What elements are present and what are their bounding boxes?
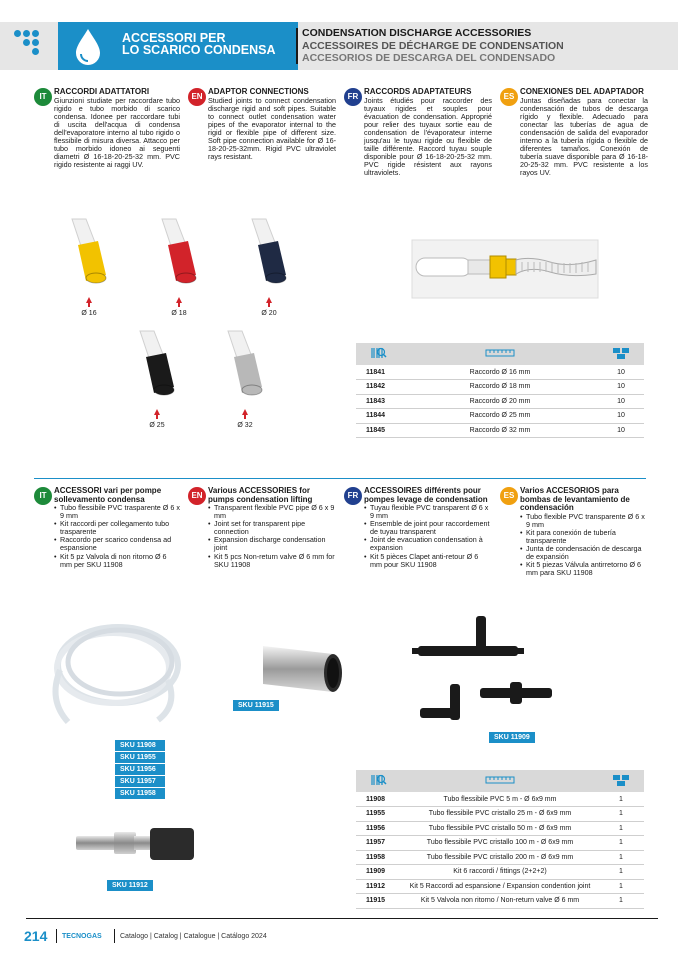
expansion-joint-image: [74, 820, 204, 870]
table-row: [356, 423, 644, 438]
table-row: [356, 409, 644, 424]
col-desc-header: [402, 343, 598, 365]
table-row: [356, 394, 644, 409]
footer-separator: [114, 929, 115, 943]
flag-it-badge: IT: [34, 487, 52, 505]
description-cell: Kit 6 raccordi / fittings (2+2+2): [402, 865, 598, 880]
sku-cell: 11844: [356, 409, 402, 424]
sku-cell: 11955: [356, 807, 402, 822]
quantity-cell: 10: [598, 380, 644, 395]
fitting-image: [152, 215, 212, 295]
table-row: [356, 894, 644, 909]
flag-en-badge: EN: [188, 487, 206, 505]
ruler-icon: [485, 775, 515, 785]
description-cell: Raccordo Ø 20 mm: [402, 394, 598, 409]
black-fittings-image: [410, 610, 560, 720]
feature-list: [208, 504, 336, 569]
quantity-cell: 1: [598, 792, 644, 807]
pointer-arrow-icon: [86, 297, 92, 303]
flag-it-badge: IT: [34, 88, 52, 106]
quantity-cell: 1: [598, 879, 644, 894]
quantity-cell: 10: [598, 409, 644, 424]
pointer-arrow-icon: [266, 297, 272, 303]
sku-cell: 11841: [356, 365, 402, 380]
footer-line: [26, 918, 658, 919]
table-row: [356, 365, 644, 380]
list-item: • Transparent flexible PVC pipe Ø 6 x 9 mm: [208, 504, 336, 520]
footer-brand: TECNOGAS: [62, 933, 102, 940]
fitting-diameter-label: Ø 25: [149, 422, 165, 429]
footer-separator: [56, 929, 57, 943]
lang-block-en: EN ADAPTOR CONNECTIONS Studied joints to connect condensation discharge rigid and soft pipes. Suitable to connect outlet condensation water pipes of the evaporator internal to the rigid or flexible pipe of different size. Soft pipe connection available for Ø 16-18-20-25-32mm. Rigid PVC ultraviolet rays resistant.: [188, 88, 336, 161]
fitting-image: [130, 327, 190, 407]
sku-cell: 11845: [356, 423, 402, 438]
quantity-cell: 1: [598, 836, 644, 851]
barcode-search-icon: [370, 773, 388, 787]
sku-cell: 11958: [356, 850, 402, 865]
lang-block2-fr: FR ACCESSOIRES différents pour pompes levage de condensation • Tuyau flexible PVC transparent Ø 6 x 9 mm • Ensemble de joint pour raccordement de tuyau transparent • Joint de evacuation condensation à expansion • Kit 5 pièces Clapet anti-retour Ø 6 mm pour SKU 11908: [344, 487, 492, 569]
col-qty-header: [598, 343, 644, 365]
list-item: • Kit para conexión de tubería transparente: [520, 529, 650, 545]
sku-cell: 11908: [356, 792, 402, 807]
fitting-image: [218, 327, 278, 407]
flag-es-badge: ES: [500, 487, 518, 505]
lang-block-fr: FR RACCORDS ADAPTATEURS Joints étudiés pour raccorder des tuyaux rigides et souples pour évacuation de condensation. Approprié pour relier des tuyaux sortie eau de condensation de l'évaporateur interne jusqu'au le tuyau rigide ou flexible de taille différente. Raccord tuyau souple disponible pour Ø 16-18-20-25-32 mm. PVC rigide résistent aux rayons ultraviolets.: [344, 88, 492, 177]
title-es: ACCESORIOS DE DESCARGA DEL CONDENSADO: [302, 52, 556, 64]
sku-cell: 11915: [356, 894, 402, 909]
lang-block2-en: EN Various ACCESSORIES for pumps condensation lifting • Transparent flexible PVC pipe Ø 6 x 9 mm • Joint set for transparent pipe connection • Expansion discharge condensation joint • Kit 5 pcs Non-return valve Ø 6 mm for SKU 11908: [188, 487, 336, 569]
description-cell: Raccordo Ø 18 mm: [402, 380, 598, 395]
feature-list: [364, 504, 492, 569]
list-item: • Kit 5 piezas Válvula antirretorno Ø 6 mm para SKU 11908: [520, 561, 650, 577]
description-cell: Tubo flessibile PVC 5 m - Ø 6x9 mm: [402, 792, 598, 807]
lang-block2-it: IT ACCESSORI vari per pompe sollevamento condensa • Tubo flessibile PVC trasparente Ø 6 x 9 mm • Kit raccordi per collegamento tubo trasparente • Raccordo per scarico condensa ad espansione • Kit 5 pz Valvola di non ritorno Ø 6 mm per SKU 11908: [34, 487, 180, 569]
flag-en-badge: EN: [188, 88, 206, 106]
sku-tag: SKU 11955: [115, 752, 165, 763]
col-sku-header: [356, 343, 402, 365]
description-cell: Raccordo Ø 16 mm: [402, 365, 598, 380]
table-row: [356, 836, 644, 851]
fitting-diameter-label: Ø 18: [171, 310, 187, 317]
list-item: • Tubo flessibile PVC trasparente Ø 6 x 9 mm: [54, 504, 180, 520]
list-item: • Raccordo per scarico condensa ad espansione: [54, 536, 180, 552]
table-row: [356, 792, 644, 807]
section-titles: [302, 27, 564, 65]
quantity-cell: 1: [598, 850, 644, 865]
sku-tag: SKU 11958: [115, 788, 165, 799]
title-en: CONDENSATION DISCHARGE ACCESSORIES: [302, 27, 532, 39]
col-sku-header: [356, 770, 402, 792]
sku-cell: 11842: [356, 380, 402, 395]
page-number: 214: [24, 928, 48, 944]
fitting-image: [62, 215, 122, 295]
fitting-diameter-label: Ø 20: [261, 310, 277, 317]
sku-cell: 11843: [356, 394, 402, 409]
quantity-cell: 1: [598, 894, 644, 909]
col-qty-header: [598, 770, 644, 792]
sku-cell: 11956: [356, 821, 402, 836]
description-cell: Tubo flessibile PVC cristallo 200 m - Ø 6x9 mm: [402, 850, 598, 865]
quantity-cell: 10: [598, 394, 644, 409]
description-cell: Tubo flessibile PVC cristallo 50 m - Ø 6x9 mm: [402, 821, 598, 836]
sku-tag: SKU 11956: [115, 764, 165, 775]
water-drop-icon: [68, 26, 108, 66]
sku-cell: 11912: [356, 879, 402, 894]
title-fr: ACCESSOIRES DE DÉCHARGE DE CONDENSATION: [302, 39, 564, 52]
pointer-arrow-icon: [242, 409, 248, 415]
section-title-it: ACCESSORI PER LO SCARICO CONDENSA: [122, 31, 276, 57]
sku-tag-valve: SKU 11915: [233, 700, 279, 711]
list-item: • Kit 5 pièces Clapet anti-retour Ø 6 mm pour SKU 11908: [364, 553, 492, 569]
list-item: • Tubo flexible PVC transparente Ø 6 x 9 mm: [520, 513, 650, 529]
description-cell: Raccordo Ø 25 mm: [402, 409, 598, 424]
fitting-diameter-label: Ø 16: [81, 310, 97, 317]
lang-block-es: ES CONEXIONES DEL ADAPTADOR Juntas diseñadas para conectar la condensación de tubos de descarga rígido y flexible. Adecuado para conectar las tuberías de agua de condensación de salida del evaporador interno a la tubería rígida o flexible de diferentes tamaños. Conexión de tubería suave disponible para Ø 16-18-20-25-32 mm. PVC resistente a los rayos UV.: [500, 88, 648, 177]
col-desc-header: [402, 770, 598, 792]
pointer-arrow-icon: [176, 297, 182, 303]
tube-sku-tags: [115, 740, 165, 799]
table-row: [356, 807, 644, 822]
list-item: • Joint de evacuation condensation à expansion: [364, 536, 492, 552]
table-adaptor-skus: [356, 343, 644, 438]
tecnogas-logo-icon: [14, 28, 50, 58]
quantity-cell: 1: [598, 865, 644, 880]
boxes-icon: [611, 773, 631, 787]
sku-tag: SKU 11908: [115, 740, 165, 751]
quantity-cell: 10: [598, 423, 644, 438]
table-accessories-skus: [356, 770, 644, 909]
flag-fr-badge: FR: [344, 88, 362, 106]
list-item: • Joint set for transparent pipe connection: [208, 520, 336, 536]
table-row: [356, 850, 644, 865]
non-return-valve-image: [255, 640, 355, 700]
list-item: • Kit 5 pz Valvola di non ritorno Ø 6 mm per SKU 11908: [54, 553, 180, 569]
lang-block-it: IT RACCORDI ADATTATORI Giunzioni studiate per raccordare tubo rigido e tubo morbido di scarico condensa. Idonee per raccordare tubi di uscita dell'acqua di condensa dell'evaporatore interno al tubo rigido o flessibile di misura diversa. Attacco per tubo morbido idoneo ai seguenti diametri Ø 16-18-20-25-32 mm. PVC rigido resistente ai raggi UV.: [34, 88, 180, 169]
transparent-tube-image: [38, 610, 188, 730]
sku-tag-expansion: SKU 11912: [107, 880, 153, 891]
list-item: • Kit raccordi per collegamento tubo trasparente: [54, 520, 180, 536]
flag-es-badge: ES: [500, 88, 518, 106]
table-row: [356, 865, 644, 880]
flag-fr-badge: FR: [344, 487, 362, 505]
sku-cell: 11957: [356, 836, 402, 851]
lang-block2-es: ES Varios ACCESORIOS para bombas de levantamiento de condensación • Tubo flexible PVC transparente Ø 6 x 9 mm • Kit para conexión de tubería transparente • Junta de condensación de descarga de expansión • Kit 5 piezas Válvula antirretorno Ø 6 mm para SKU 11908: [500, 487, 650, 577]
quantity-cell: 1: [598, 807, 644, 822]
pipe-connection-illustration: [410, 238, 600, 300]
table-row: [356, 821, 644, 836]
quantity-cell: 10: [598, 365, 644, 380]
ruler-icon: [485, 348, 515, 358]
quantity-cell: 1: [598, 821, 644, 836]
section-divider: [34, 478, 646, 479]
list-item: • Kit 5 pcs Non-return valve Ø 6 mm for SKU 11908: [208, 553, 336, 569]
barcode-search-icon: [370, 346, 388, 360]
list-item: • Ensemble de joint pour raccordement de tuyau transparent: [364, 520, 492, 536]
table-row: [356, 380, 644, 395]
fitting-image: [242, 215, 302, 295]
boxes-icon: [611, 346, 631, 360]
description-cell: Raccordo Ø 32 mm: [402, 423, 598, 438]
list-item: • Expansion discharge condensation joint: [208, 536, 336, 552]
header-divider: [296, 28, 298, 64]
table-row: [356, 879, 644, 894]
sku-tag: SKU 11957: [115, 776, 165, 787]
sku-cell: 11909: [356, 865, 402, 880]
feature-list: [54, 504, 180, 569]
description-cell: Kit 5 Raccordi ad espansione / Expansion condention joint: [402, 879, 598, 894]
fitting-diameter-label: Ø 32: [237, 422, 253, 429]
footer-catalog: Catalogo | Catalog | Catalogue | Catálogo 2024: [120, 933, 267, 940]
list-item: • Tuyau flexible PVC transparent Ø 6 x 9 mm: [364, 504, 492, 520]
description-cell: Tubo flessibile PVC cristallo 100 m - Ø 6x9 mm: [402, 836, 598, 851]
description-cell: Kit 5 Valvola non ritorno / Non-return valve Ø 6 mm: [402, 894, 598, 909]
list-item: • Junta de condensación de descarga de expansión: [520, 545, 650, 561]
feature-list: [520, 513, 650, 578]
pointer-arrow-icon: [154, 409, 160, 415]
sku-tag-joints: SKU 11909: [489, 732, 535, 743]
description-cell: Tubo flessibile PVC cristallo 25 m - Ø 6x9 mm: [402, 807, 598, 822]
